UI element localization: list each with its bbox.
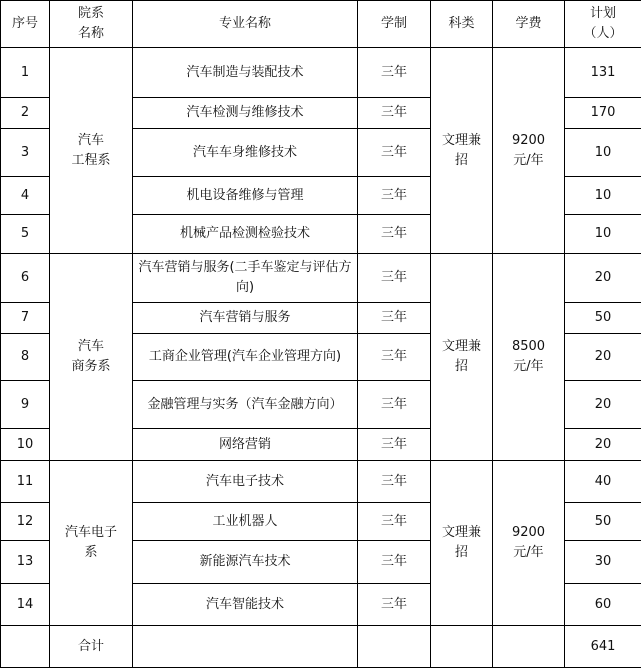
plan: 20 [565,381,641,429]
row-no: 11 [1,461,50,503]
plan: 131 [565,48,641,98]
row-no: 2 [1,98,50,129]
row-no: 12 [1,503,50,541]
years: 三年 [358,461,431,503]
row-no: 9 [1,381,50,429]
major-name: 汽车车身维修技术 [133,129,358,177]
plan: 20 [565,429,641,461]
row-no: 6 [1,254,50,303]
empty-cell [133,626,358,668]
header-years: 学制 [358,1,431,48]
major-name: 新能源汽车技术 [133,541,358,584]
years: 三年 [358,129,431,177]
total-plan: 641 [565,626,641,668]
major-name: 网络营销 [133,429,358,461]
years: 三年 [358,254,431,303]
fee: 8500 元/年 [493,254,565,461]
header-no: 序号 [1,1,50,48]
table-row [1,461,641,503]
plan: 50 [565,303,641,334]
plan: 40 [565,461,641,503]
plan: 60 [565,584,641,626]
empty-cell [1,626,50,668]
years: 三年 [358,381,431,429]
empty-cell [493,626,565,668]
header-subject: 科类 [431,1,493,48]
empty-cell [431,626,493,668]
major-name: 工商企业管理(汽车企业管理方向) [133,334,358,381]
years: 三年 [358,215,431,254]
years: 三年 [358,584,431,626]
major-name: 汽车制造与装配技术 [133,48,358,98]
major-name: 机电设备维修与管理 [133,177,358,215]
major-name: 汽车电子技术 [133,461,358,503]
table-row [1,254,641,303]
plan: 170 [565,98,641,129]
row-no: 14 [1,584,50,626]
major-name: 汽车营销与服务 [133,303,358,334]
dept-name: 汽车 工程系 [50,48,133,254]
total-row [1,626,641,668]
header-major: 专业名称 [133,1,358,48]
header-plan: 计划 （人） [565,1,641,48]
plan: 10 [565,177,641,215]
row-no: 1 [1,48,50,98]
subject: 文理兼 招 [431,48,493,254]
years: 三年 [358,98,431,129]
years: 三年 [358,429,431,461]
row-no: 4 [1,177,50,215]
years: 三年 [358,177,431,215]
major-name: 汽车检测与维修技术 [133,98,358,129]
row-no: 10 [1,429,50,461]
total-label: 合计 [50,626,133,668]
subject: 文理兼 招 [431,254,493,461]
plan: 20 [565,254,641,303]
major-name: 机械产品检测检验技术 [133,215,358,254]
header-fee: 学费 [493,1,565,48]
plan: 50 [565,503,641,541]
row-no: 8 [1,334,50,381]
plan: 30 [565,541,641,584]
fee: 9200 元/年 [493,48,565,254]
plan: 10 [565,215,641,254]
years: 三年 [358,303,431,334]
row-no: 7 [1,303,50,334]
major-name: 汽车智能技术 [133,584,358,626]
major-name: 汽车营销与服务(二手车鉴定与评估方向) [133,254,358,303]
years: 三年 [358,541,431,584]
plan: 10 [565,129,641,177]
table-row [1,48,641,98]
major-name: 工业机器人 [133,503,358,541]
row-no: 13 [1,541,50,584]
row-no: 5 [1,215,50,254]
fee: 9200 元/年 [493,461,565,626]
row-no: 3 [1,129,50,177]
header-row [1,1,641,48]
major-name: 金融管理与实务（汽车金融方向） [133,381,358,429]
subject: 文理兼 招 [431,461,493,626]
dept-name: 汽车电子 系 [50,461,133,626]
plan: 20 [565,334,641,381]
years: 三年 [358,503,431,541]
header-dept: 院系 名称 [50,1,133,48]
empty-cell [358,626,431,668]
years: 三年 [358,334,431,381]
dept-name: 汽车 商务系 [50,254,133,461]
years: 三年 [358,48,431,98]
